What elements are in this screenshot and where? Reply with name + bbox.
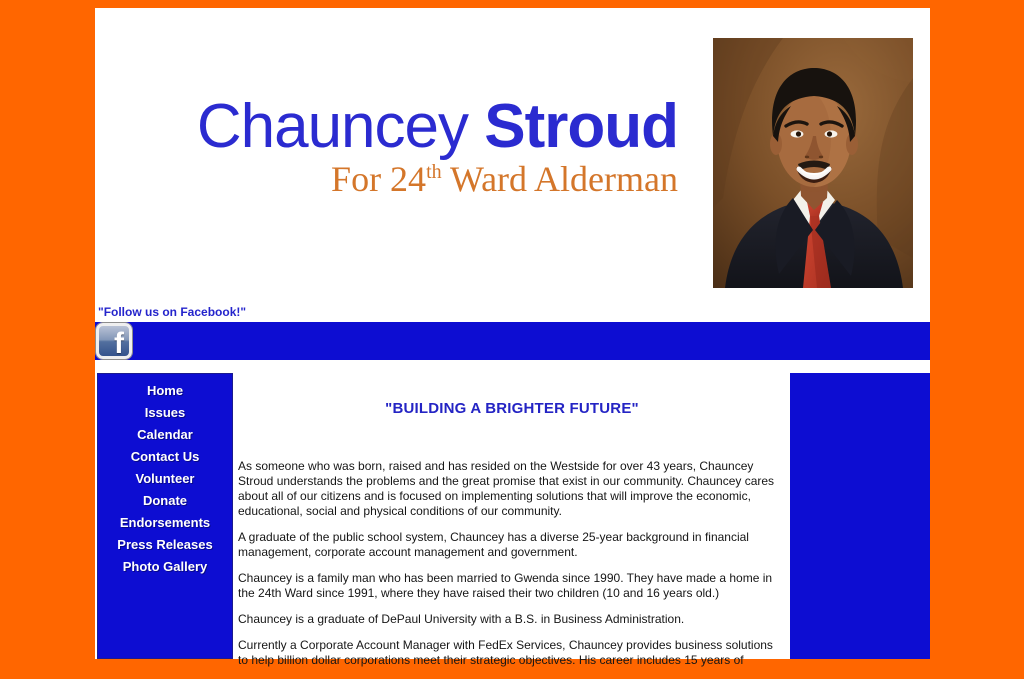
sidebar-item-volunteer[interactable]: Volunteer <box>135 471 195 486</box>
sidebar-item-press-releases[interactable]: Press Releases <box>117 537 213 552</box>
sidebar-item-endorsements[interactable]: Endorsements <box>119 515 211 530</box>
page-title: "BUILDING A BRIGHTER FUTURE" <box>385 400 639 417</box>
facebook-f-icon[interactable] <box>96 323 132 359</box>
sidebar-item-issues[interactable]: Issues <box>144 405 186 420</box>
page-sheet <box>95 8 930 667</box>
subtitle-suffix: Ward Alderman <box>441 159 678 200</box>
facebook-f-letter: f <box>114 327 124 360</box>
site-title <box>133 94 678 159</box>
bio-paragraph: A graduate of the public school system, Chauncey has a diverse 25-year background in financial management, corporate account management and government. <box>238 530 749 559</box>
sidebar-nav <box>97 373 233 659</box>
right-blue-column <box>790 373 930 659</box>
sidebar-item-home[interactable]: Home <box>146 383 184 398</box>
facebook-follow-label: "Follow us on Facebook!" <box>98 305 247 319</box>
sidebar-item-calendar[interactable]: Calendar <box>137 427 193 442</box>
facebook-bar <box>95 322 930 360</box>
site-title-block <box>133 92 678 200</box>
sidebar-item-donate[interactable]: Donate <box>142 493 188 508</box>
bio-paragraph: Chauncey is a graduate of DePaul University with a B.S. in Business Administration. <box>238 612 685 626</box>
title-last-name: Stroud <box>484 92 678 161</box>
title-first-name: Chauncey <box>196 92 469 161</box>
main-content <box>238 400 786 679</box>
site-subtitle <box>133 159 678 200</box>
subtitle-ordinal: th <box>426 161 442 184</box>
candidate-portrait-photo <box>713 38 913 288</box>
sidebar-item-photo-gallery[interactable]: Photo Gallery <box>122 559 208 574</box>
bio-paragraph: Chauncey is a family man who has been married to Gwenda since 1990. They have made a home in the 24th Ward since 1991, where they have raised their two children (10 and 16 years old.) <box>238 571 773 600</box>
bio-paragraph: Currently a Corporate Account Manager with FedEx Services, Chauncey provides business solutions to help billion dollar corporations meet their strategic objectives. His career includes 15 years of <box>238 638 773 667</box>
sidebar-item-contact-us[interactable]: Contact Us <box>130 449 200 464</box>
bio-paragraph: As someone who was born, raised and has resided on the Westside for over 43 years, Chauncey Stroud understands the problems and the great promise that exist in our community. Chauncey cares about all of our citizens and is focused on implementing solutions that will improve the economic, educational, social and physical conditions of our community. <box>238 459 775 518</box>
subtitle-prefix: For 24 <box>331 159 427 200</box>
